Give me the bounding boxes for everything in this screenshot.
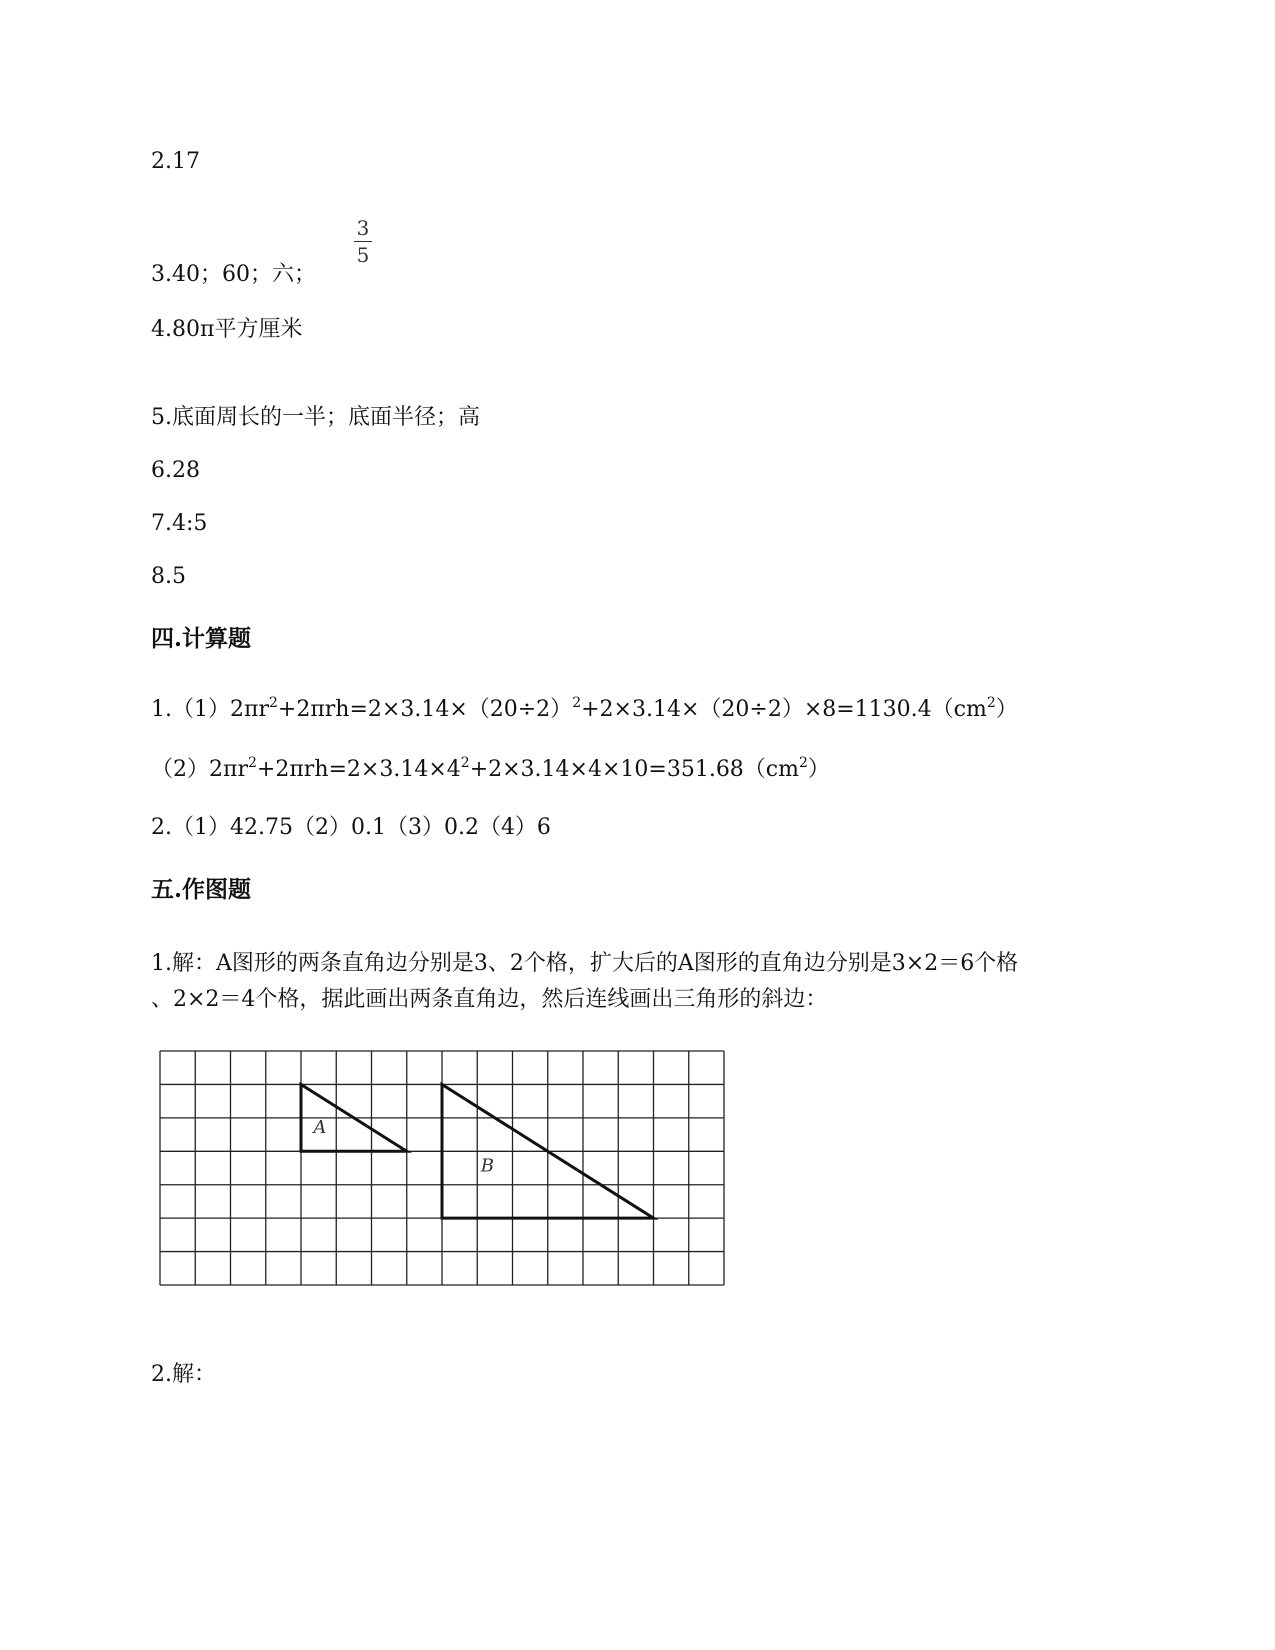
fraction-denominator: 5: [356, 243, 370, 267]
calc-q1-part1-sup-c: 2: [986, 695, 996, 711]
calc-q1-part1-text-b: +2πrh=2×3.14×（20÷2）: [277, 697, 573, 722]
calc-q1-part1-text-c: +2×3.14×（20÷2）×8=1130.4（cm: [581, 697, 987, 722]
fraction-numerator: 3: [356, 216, 370, 240]
calc-q1-part2-sup-b: 2: [460, 755, 470, 771]
grid-figure: [158, 1049, 726, 1287]
section-5-title: 五.作图题: [151, 876, 252, 903]
calc-q1-part2-sup-a: 2: [247, 755, 257, 771]
calc-q1-part1-text-a: 1.（1）2πr: [151, 697, 269, 722]
answer-6: 6.28: [151, 458, 200, 483]
calc-q1-part1-sup-a: 2: [268, 695, 278, 711]
triangle-b-label: B: [480, 1155, 495, 1177]
section-4-title: 四.计算题: [151, 625, 252, 652]
triangle-a-label: A: [313, 1116, 327, 1138]
calc-q1-part1-text-d: ）: [995, 697, 1018, 722]
calc-q1-part2-text-b: +2πrh=2×3.14×4: [256, 757, 461, 782]
fraction-bar: [354, 241, 372, 242]
answer-3: 3.40；60；六；: [151, 262, 316, 287]
answer-5: 5.底面周长的一半；底面半径；高: [151, 405, 480, 430]
answer-4: 4.80π平方厘米: [151, 317, 303, 342]
calc-q1-part1-sup-b: 2: [572, 695, 582, 711]
drawing-q2: 2.解：: [151, 1362, 216, 1387]
calc-q1-part1: [151, 695, 1018, 725]
drawing-q1-line1: 1.解：A图形的两条直角边分别是3、2个格，扩大后的A图形的直角边分别是3×2＝6个格: [151, 951, 1019, 976]
calc-q1-part2-text-a: （2）2πr: [151, 757, 248, 782]
calc-q2: 2.（1）42.75（2）0.1（3）0.2（4）6: [151, 815, 551, 840]
drawing-q1-line2: 、2×2＝4个格，据此画出两条直角边，然后连线画出三角形的斜边：: [151, 987, 828, 1012]
answer-7: 7.4:5: [151, 511, 208, 536]
calc-q1-part2-text-c: +2×3.14×4×10=351.68（cm: [469, 757, 799, 782]
answer-8: 8.5: [151, 564, 186, 589]
answer-2: 2.17: [151, 149, 200, 174]
calc-q1-part2: [151, 755, 830, 785]
fraction-three-fifths: [352, 216, 374, 267]
calc-q1-part2-sup-c: 2: [799, 755, 808, 771]
calc-q1-part2-text-d: ）: [807, 757, 830, 782]
